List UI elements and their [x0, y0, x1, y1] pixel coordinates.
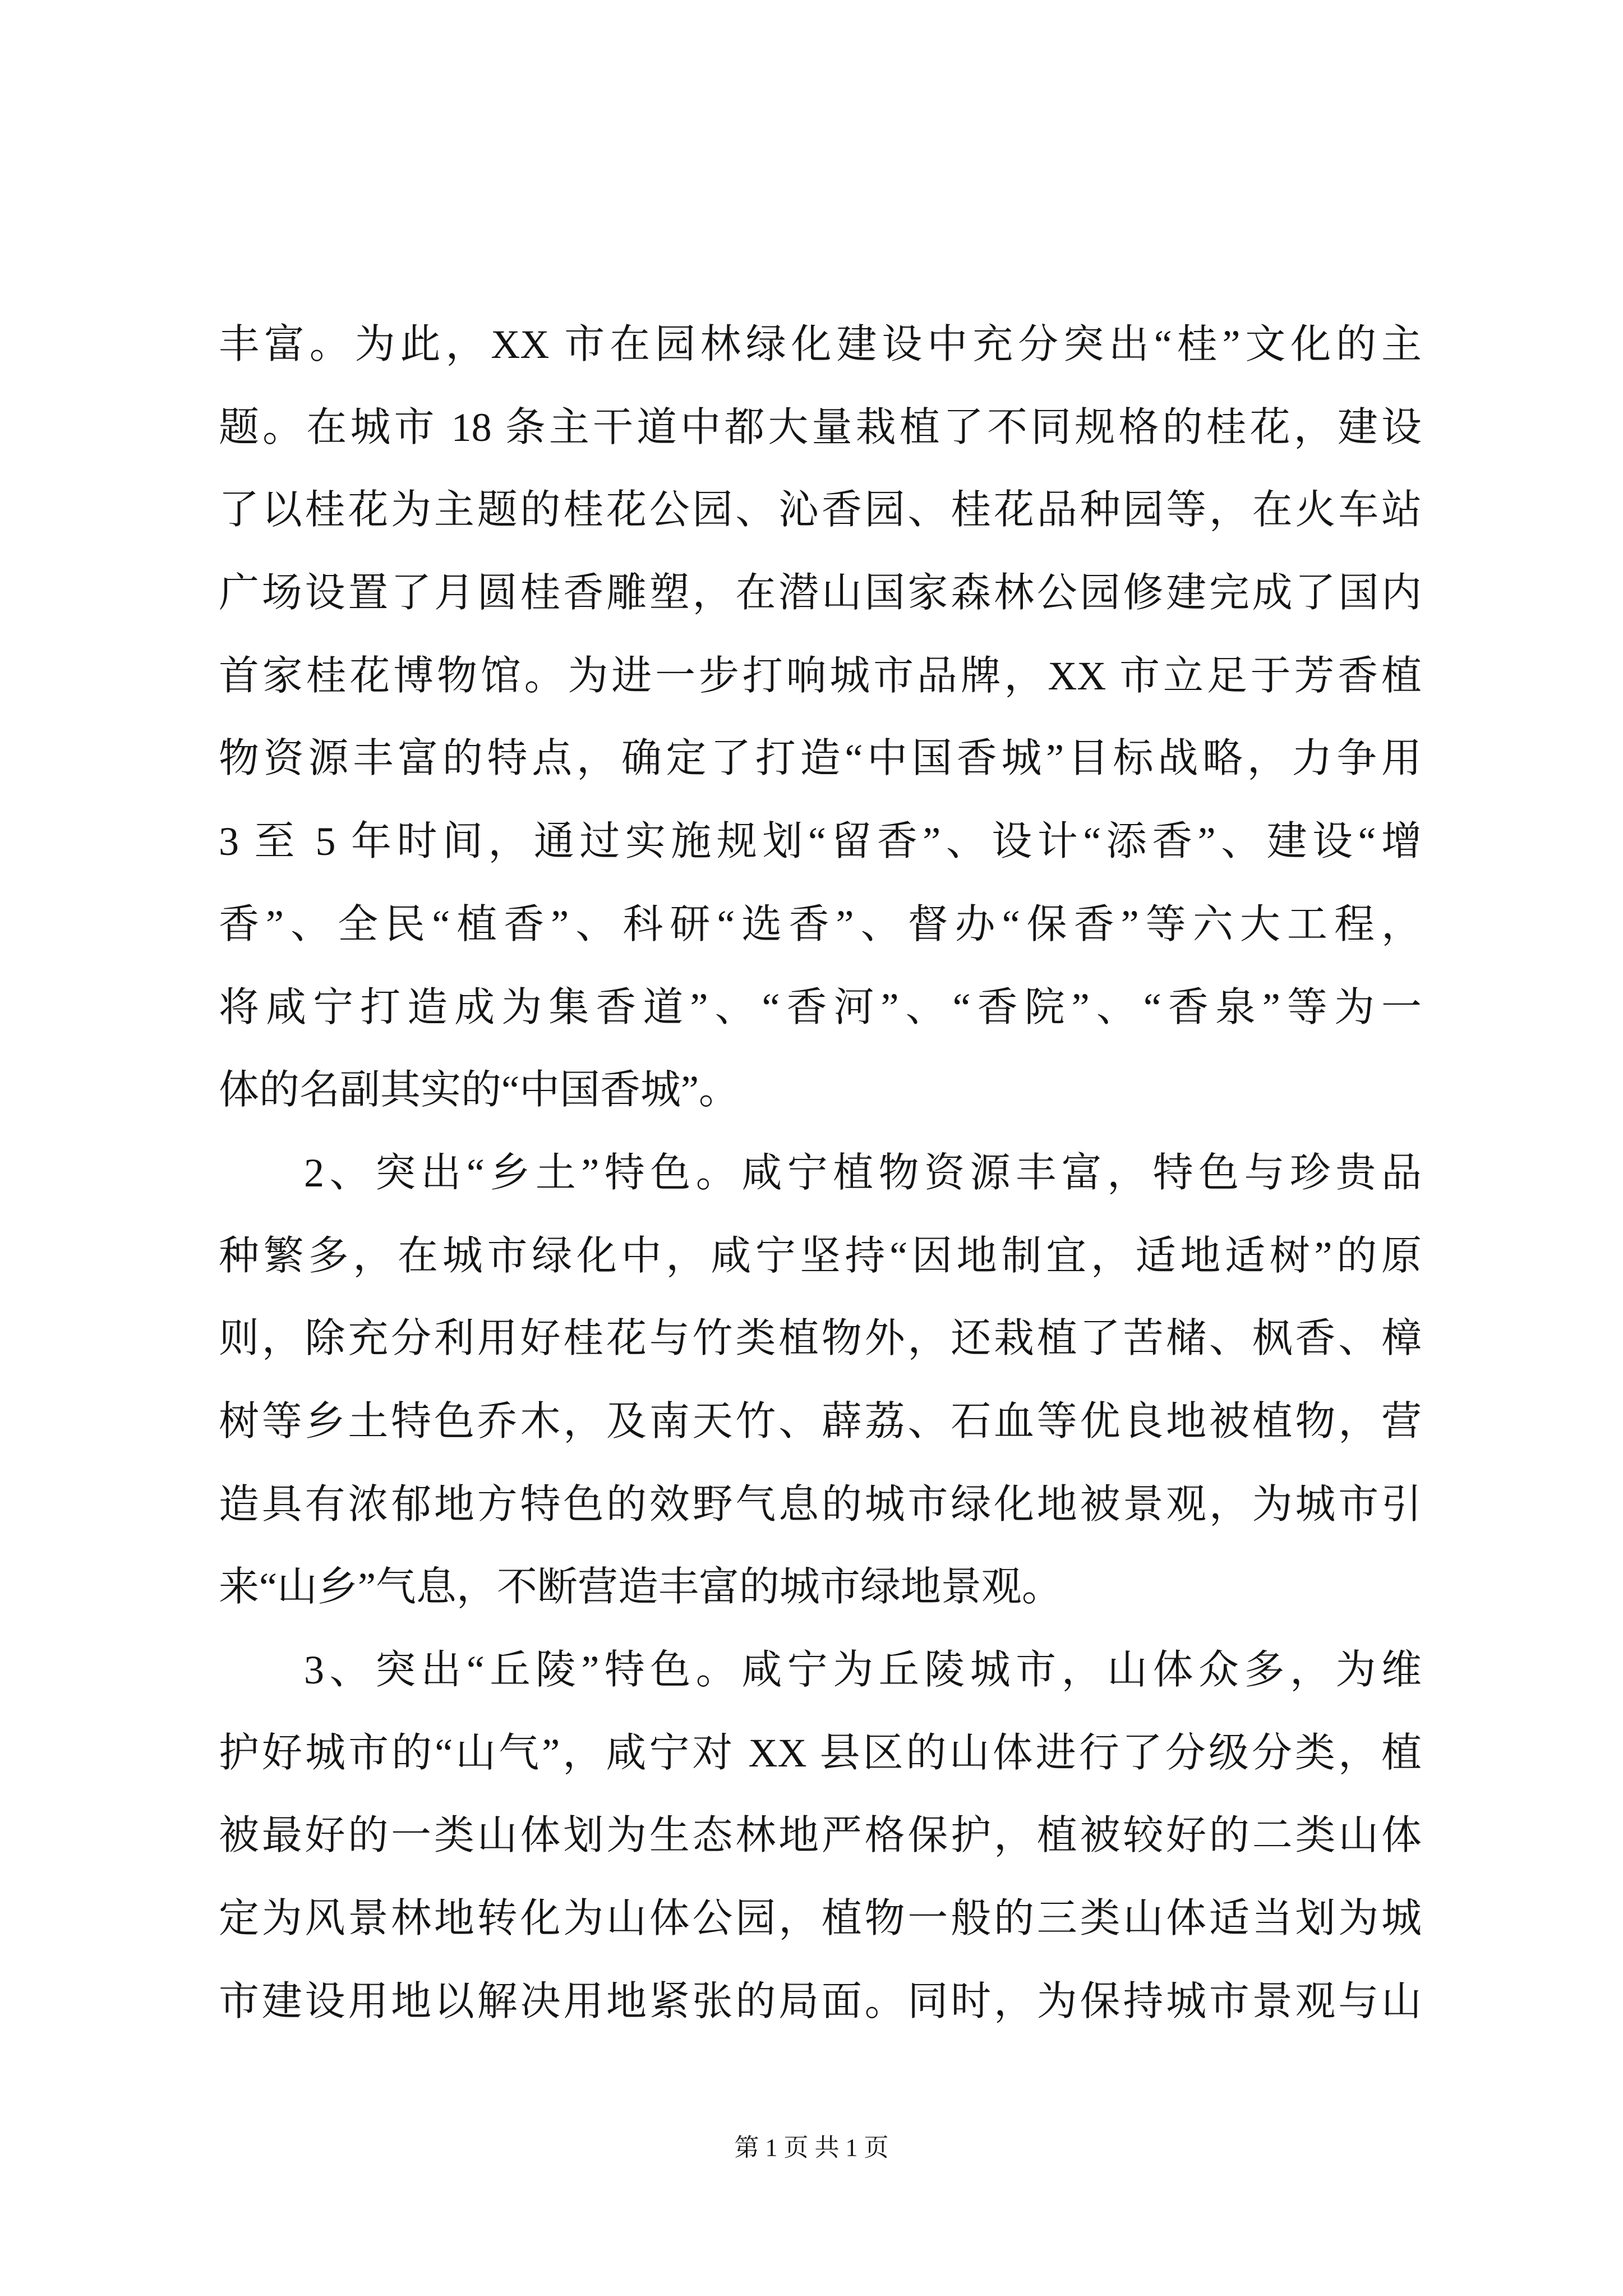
page-footer [0, 2131, 1623, 2165]
paragraph [219, 1629, 1422, 2043]
text-line: 广场设置了月圆桂香雕塑，在潜山国家森林公园修建完成了国内 [219, 570, 1422, 616]
document-body [219, 303, 1422, 2043]
text-line: 3 至 5 年时间，通过实施规划“留香”、设计“添香”、建设“增 [219, 819, 1422, 864]
text-line: 香”、全民“植香”、科研“选香”、督办“保香”等六大工程， [219, 901, 1422, 947]
text-line: 物资源丰富的特点，确定了打造“中国香城”目标战略，力争用 [219, 736, 1422, 781]
text-line: 市建设用地以解决用地紧张的局面。同时，为保持城市景观与山 [219, 1978, 1422, 2024]
paragraph [219, 1132, 1422, 1629]
text-line: 定为风景林地转化为山体公园，植物一般的三类山体适当划为城 [219, 1896, 1422, 1941]
text-line: 来“山乡”气息，不断营造丰富的城市绿地景观。 [219, 1565, 1062, 1610]
text-line: 丰富。为此，XX 市在园林绿化建设中充分突出“桂”文化的主 [219, 322, 1422, 367]
text-line: 3、突出“丘陵”特色。咸宁为丘陵城市，山体众多，为维 [304, 1648, 1422, 1692]
text-line: 2、突出“乡土”特色。咸宁植物资源丰富，特色与珍贵品 [304, 1150, 1422, 1195]
paragraph [219, 303, 1422, 1132]
text-line: 种繁多，在城市绿化中，咸宁坚持“因地制宜，适地适树”的原 [219, 1233, 1422, 1278]
page-number-label: 第 1 页 共 1 页 [734, 2134, 889, 2161]
text-line: 将咸宁打造成为集香道”、“香河”、“香院”、“香泉”等为一 [219, 984, 1422, 1030]
text-line: 首家桂花博物馆。为进一步打响城市品牌，XX 市立足于芳香植 [219, 653, 1422, 698]
text-line: 护好城市的“山气”，咸宁对 XX 县区的山体进行了分级分类，植 [219, 1730, 1422, 1775]
text-line: 树等乡土特色乔木，及南天竹、薜荔、石血等优良地被植物，营 [219, 1398, 1422, 1444]
text-line: 题。在城市 18 条主干道中都大量栽植了不同规格的桂花，建设 [219, 404, 1422, 450]
text-line: 被最好的一类山体划为生态林地严格保护，植被较好的二类山体 [219, 1813, 1422, 1858]
text-line: 造具有浓郁地方特色的效野气息的城市绿化地被景观，为城市引 [219, 1481, 1422, 1527]
text-line: 则，除充分利用好桂花与竹类植物外，还栽植了苦槠、枫香、樟 [219, 1316, 1422, 1361]
text-line: 了以桂花为主题的桂花公园、沁香园、桂花品种园等，在火车站 [219, 487, 1422, 533]
text-line: 体的名副其实的“中国香城”。 [219, 1068, 739, 1113]
